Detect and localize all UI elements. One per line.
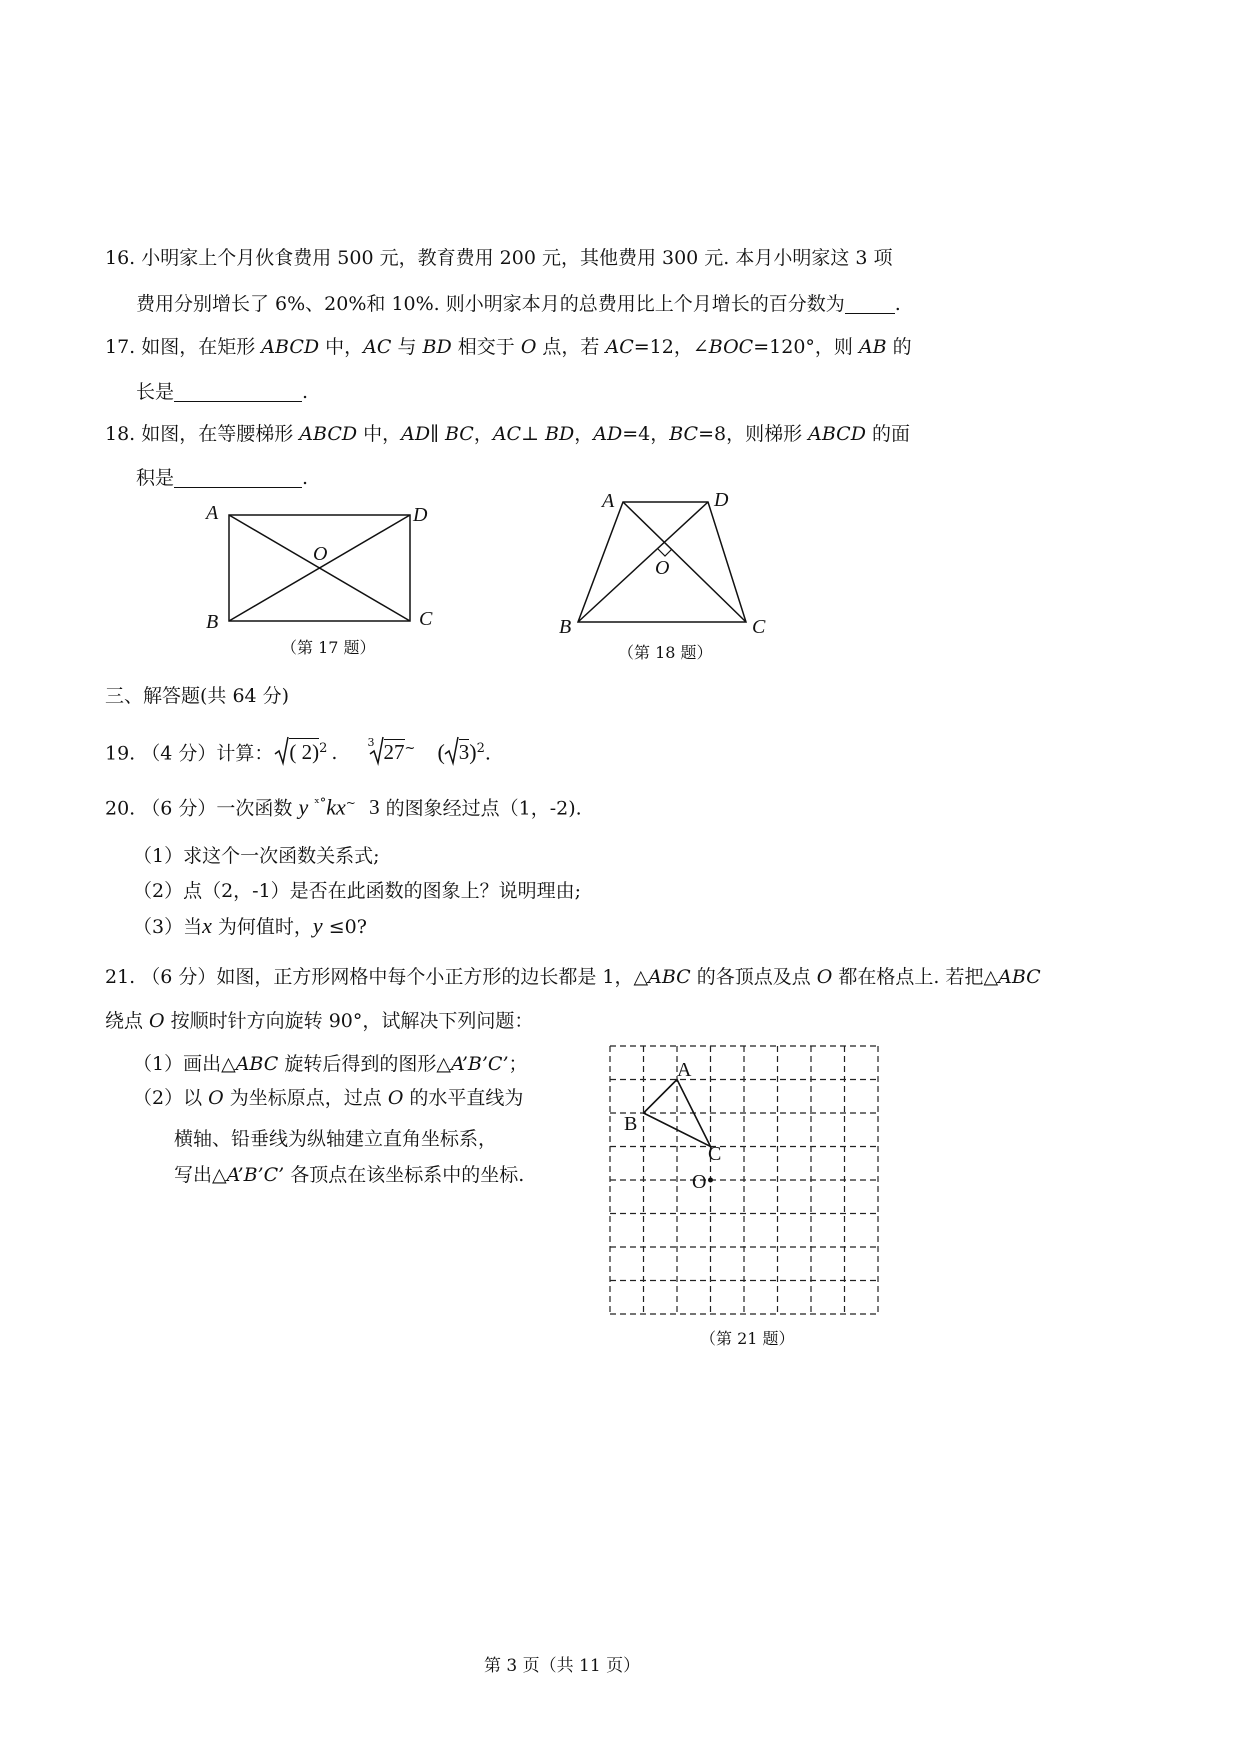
q21-sub1: （1）画出△ABC 旋转后得到的图形△A’B’C’； [133,1053,528,1075]
figure-21-caption: （第 21 题） [700,1329,795,1348]
fig21-label-a: A [677,1059,692,1081]
q20-sub3: （3）当x 为何值时，y ≤0? [133,913,367,938]
fig17-label-o: O [313,543,328,565]
q16-line1: 16. 小明家上个月伙食费用 500 元，教育费用 200 元，其他费用 300 元. 本月小明家这 3 项 [105,247,893,269]
page-footer: 第 3 页（共 11 页） [484,1656,641,1676]
fig18-label-o: O [655,557,670,579]
q18-line1: 18. 如图，在等腰梯形 ABCD 中，AD∥ BC，AC⊥ BD，AD=4，BC=8，则梯形 ABCD 的面 [105,423,910,445]
q18-line2: 积是 . [136,467,309,489]
fig21-label-b: B [624,1113,638,1135]
q21-sub2-line3: 写出△A’B’C’ 各顶点在该坐标系中的坐标. [174,1164,525,1186]
q16-line2: 费用分别增长了 6%、20%和 10%. 则小明家本月的总费用比上个月增长的百分数为 . [136,293,901,315]
fig21-label-o: O [692,1171,707,1193]
fig18-label-a: A [602,490,615,512]
fig17-label-a: A [206,502,219,524]
q20-sub1: （1）求这个一次函数关系式; [133,845,380,867]
radical-2: 3 27~ [367,736,416,765]
q19-line: 19. （4 分）计算： ( 2)$^2$ . 3 27~ ( 3)$^2$. [105,736,491,765]
section-3-heading: 三、解答题(共 64 分) [105,685,290,707]
fig18-label-b: B [559,616,572,638]
fig18-label-c: C [752,616,766,638]
q21-sub2-line2: 横轴、铅垂线为纵轴建立直角坐标系， [174,1128,498,1150]
q21-line2: 绕点 O 按顺时针方向旋转 90°，试解决下列问题： [105,1010,534,1032]
q21-sub2: （2）以 O 为坐标原点，过点 O 的水平直线为 [133,1087,524,1109]
figure-18-caption: （第 18 题） [618,643,713,662]
radical-1: ( 2)$^2$ [275,737,327,765]
q20-line: 20. （6 分）一次函数 y $^{ˣ^\circ}$kx~ 3 的图象经过点（1，-2). [105,794,582,820]
point-o [708,1178,713,1183]
radical-3: ( 3)$^2$ [437,739,485,765]
fig17-label-c: C [419,608,433,630]
fig17-label-d: D [413,504,428,526]
fig17-label-b: B [206,611,219,633]
figure-17-caption: （第 17 题） [281,638,376,657]
fig21-label-c: C [708,1143,722,1165]
q21-line1: 21. （6 分）如图，正方形网格中每个小正方形的边长都是 1，△ABC 的各顶点及点 O 都在格点上. 若把△ABC [105,966,1041,988]
q17-line1: 17. 如图，在矩形 ABCD 中，AC 与 BD 相交于 O 点，若 AC=12，∠BOC=120°，则 AB 的 [105,336,912,358]
q20-sub2: （2）点（2，-1）是否在此函数的图象上？说明理由; [133,880,582,902]
fig18-label-d: D [714,489,729,511]
q17-line2: 长是 . [136,381,309,403]
